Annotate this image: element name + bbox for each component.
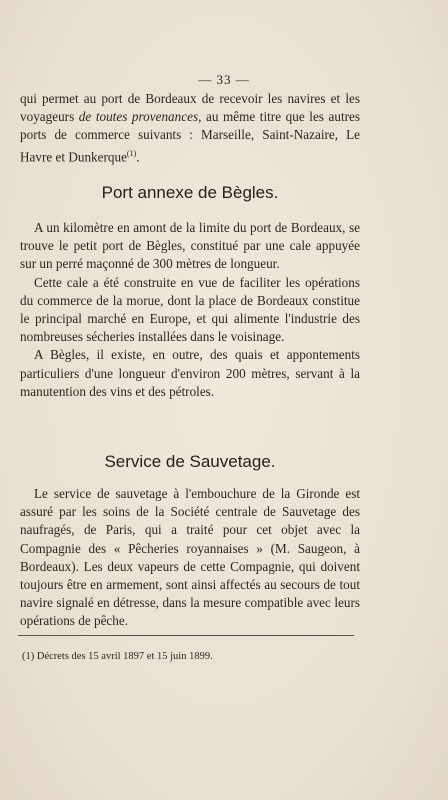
footnote: (1) Décrets des 15 avril 1897 et 15 juin 1899. (22, 651, 213, 662)
section-heading-port-begles: Port annexe de Bègles. (101, 183, 279, 202)
intro-emphasis: de toutes provenances (78, 109, 199, 125)
section-begles-body (20, 219, 360, 401)
intro-line-4-end: . (136, 149, 140, 164)
intro-line-2-start: les voyageurs (20, 91, 361, 125)
footnote-reference: (1) (126, 148, 137, 158)
intro-paragraph (20, 90, 360, 166)
intro-text (20, 90, 360, 166)
footnote-divider (18, 635, 354, 636)
intro-line-2-end: , au même titre que (198, 109, 305, 125)
sauvetage-paragraph: Le service de sauvetage à l'embouchure de la Gironde est assuré par les soins de la Société centrale de Sauvetage des naufragés, de Paris, qui a traité pour cet objet avec la Compagnie des « Pêcheries royannaises » (M. Saugeon, à Bordeaux). Les deux vapeurs de cette Compagnie, qui doivent toujours être en armement, sont ainsi affectés au secours de tout navire signalé en détresse, dans la mesure compatible avec leurs opérations de pêche. (20, 486, 360, 629)
intro-line-3: les autres ports de commerce suivants : Marseille, (20, 109, 361, 143)
begles-paragraph-3: A Bègles, il existe, en outre, des quais et appontements particuliers d'une longueur d'environ 200 mètres, servant à la manutention des vins et des pétroles. (20, 347, 360, 399)
page-number: — 33 — (198, 72, 250, 87)
section-heading-sauvetage: Service de Sauvetage. (104, 452, 276, 471)
begles-paragraph-2: Cette cale a été construite en vue de faciliter les opérations du commerce de la morue, dont la place de Bordeaux constitue le principal marché en Europe, et qui alimente l'industrie des nombreuses sécheries installées dans le voisinage. (20, 274, 360, 345)
section-sauvetage-body (20, 485, 360, 631)
begles-paragraph-1: A un kilomètre en amont de la limite du port de Bordeaux, se trouve le petit port de Bègles, constitué par une cale appuyée sur un perré maçonné de 300 mètres de longueur. (20, 220, 360, 272)
intro-line-4: Saint-Nazaire, Le Havre et Dunkerque (20, 127, 361, 164)
intro-line-1: qui permet au port de Bordeaux de recevoir les navires et (20, 91, 341, 106)
